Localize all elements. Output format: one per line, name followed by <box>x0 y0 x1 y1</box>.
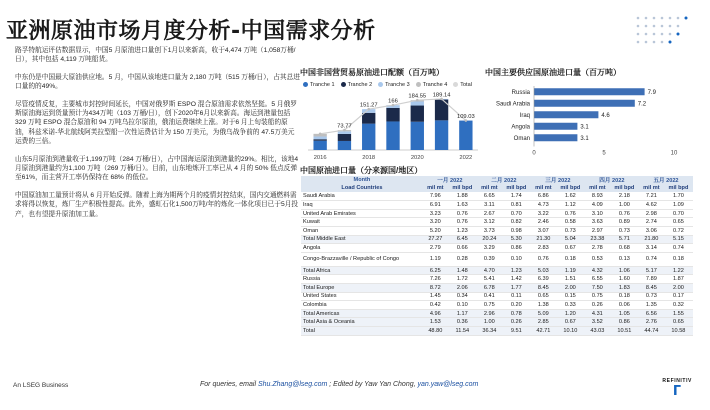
refinitiv-mark-icon: ᒥ <box>672 383 682 398</box>
value-cell: 0.78 <box>502 309 531 318</box>
bar-segment <box>338 141 351 150</box>
value-cell: 0.66 <box>448 244 477 253</box>
value-cell: 1.42 <box>502 275 531 284</box>
footer-contact <box>200 381 478 388</box>
unit-header: mil bpd <box>556 184 585 192</box>
x-tick-label: 2016 <box>313 155 327 161</box>
unit-header: mil mt <box>477 184 502 192</box>
value-cell: 0.74 <box>664 244 693 253</box>
value-cell: 0.70 <box>664 209 693 218</box>
value-cell: 4.70 <box>477 266 502 275</box>
value-cell: 0.26 <box>502 318 531 327</box>
value-cell: 0.33 <box>556 301 585 310</box>
commentary-paragraph: 路孚特航运评估数据显示，中国5 月原油进口量创下1月以来新高，收于4,474 万吨（1,058万桶/日），其中包括 4,119 万吨船货。 <box>15 47 296 64</box>
value-cell: 4.73 <box>531 201 556 210</box>
value-cell: 1.09 <box>664 201 693 210</box>
page-title: 亚洲原油市场月度分析-中国需求分析 <box>6 19 376 44</box>
unit-header-row <box>301 184 693 192</box>
value-label: 4.6 <box>601 112 610 119</box>
value-cell: 2.00 <box>556 283 585 292</box>
value-cell: 1.72 <box>448 275 477 284</box>
value-cell: 5.09 <box>531 309 556 318</box>
quota-chart <box>300 88 480 163</box>
value-cell: 0.81 <box>502 201 531 210</box>
value-cell: 7.21 <box>639 192 664 201</box>
commentary-paragraph: 山东5月原油到港量收于1,199万吨（284 万桶/日），占中国海运原油到港量的29%。相比，该地4月原油到港量约为1,100 万吨（269 万桶/日）。目前，山东地炼开工率已从 4 月的 50% 低点反弹至61%，而主营开工率仍保持在 68% 的低位。 <box>15 155 299 182</box>
value-cell: 2.85 <box>531 318 556 327</box>
value-cell: 9.51 <box>502 327 531 336</box>
value-cell: 0.34 <box>448 292 477 301</box>
value-cell: 4.32 <box>585 266 610 275</box>
country-cell: Total Africa <box>301 266 423 275</box>
unit-header: mil bpd <box>610 184 639 192</box>
bar <box>534 88 645 95</box>
decorative-dot-grid <box>632 12 692 52</box>
x-tick-label: 0 <box>532 150 536 157</box>
value-cell: 36.34 <box>477 327 502 336</box>
table-row <box>301 292 693 301</box>
value-cell: 2.79 <box>423 244 448 253</box>
country-cell: Russia <box>301 275 423 284</box>
bar <box>534 134 577 141</box>
value-cell: 3.29 <box>477 244 502 253</box>
total-data-label: 166 <box>388 98 398 105</box>
value-cell: 0.17 <box>664 292 693 301</box>
value-label: 7.2 <box>637 101 647 108</box>
value-cell: 8.45 <box>639 283 664 292</box>
table-row <box>301 192 693 201</box>
country-cell: Saudi Arabia <box>301 192 423 201</box>
unit-header: mil mt <box>639 184 664 192</box>
value-cell: 27.27 <box>423 235 448 244</box>
value-cell: 0.41 <box>477 292 502 301</box>
brand-logo <box>662 378 692 397</box>
value-cell: 0.98 <box>502 226 531 235</box>
value-cell: 1.35 <box>639 301 664 310</box>
bar <box>534 111 598 118</box>
value-cell: 0.74 <box>639 252 664 266</box>
month-col-header: 二月 2022 <box>477 176 531 184</box>
value-cell: 0.76 <box>448 218 477 227</box>
table-row <box>301 235 693 244</box>
bar-segment <box>338 134 351 141</box>
value-cell: 1.06 <box>610 266 639 275</box>
value-cell: 2.46 <box>531 218 556 227</box>
value-cell: 0.70 <box>502 209 531 218</box>
commentary <box>15 46 300 227</box>
value-cell: 4.31 <box>585 309 610 318</box>
value-cell: 1.23 <box>448 226 477 235</box>
bar <box>534 123 577 130</box>
value-label: 7.9 <box>647 89 656 96</box>
value-cell: 0.72 <box>664 226 693 235</box>
total-data-label: 151.27 <box>359 102 378 109</box>
value-cell: 0.10 <box>448 301 477 310</box>
value-cell: 0.86 <box>610 318 639 327</box>
value-cell: 1.00 <box>610 201 639 210</box>
value-cell: 3.14 <box>639 244 664 253</box>
value-cell: 20.24 <box>477 235 502 244</box>
value-label: 3.1 <box>580 135 589 142</box>
value-cell: 5.03 <box>531 266 556 275</box>
value-cell: 1.22 <box>664 266 693 275</box>
value-cell: 4.09 <box>585 201 610 210</box>
footer-company: An LSEG Business <box>13 382 69 389</box>
value-cell: 5.41 <box>477 275 502 284</box>
bar-segment <box>459 121 472 150</box>
category-label: Iraq <box>519 112 530 119</box>
total-data-label: 184.55 <box>408 93 427 100</box>
value-cell: 0.13 <box>610 252 639 266</box>
value-cell: 5.30 <box>502 235 531 244</box>
value-cell: 0.89 <box>610 218 639 227</box>
bar-segment <box>362 113 375 124</box>
table-row <box>301 275 693 284</box>
bar-segment <box>386 108 399 122</box>
load-countries-header: Load Countries <box>301 184 423 192</box>
commentary-paragraph: 尽管疫情反复，主要城市封控时间延长，中国对俄罗斯 ESPO 混合原油需求依然坚挺。5 月俄罗斯原油海运到货量预计为434万吨（103 万桶/日），创下2020年6月以来新高。海运到港量包括 329 万吨 ESPO 混合原油和 94 万吨乌拉尔原油，俄油运费继续上涨。对于6 月上旬装船的原油，科兹米诺-华北航线阿芙拉型船一次性运费估计为 150 万美元，为俄乌战争前的 47.5万美元运费的三倍。 <box>15 100 297 146</box>
value-cell: 5.04 <box>556 235 585 244</box>
value-cell: 1.05 <box>610 309 639 318</box>
country-cell: Congo-Brazzaville / Republic of Congo <box>301 252 423 266</box>
legend-label: Tranche 2 <box>347 82 373 88</box>
table-row <box>301 283 693 292</box>
value-cell: 0.26 <box>585 301 610 310</box>
value-cell: 0.11 <box>502 292 531 301</box>
value-cell: 1.70 <box>664 192 693 201</box>
value-cell: 0.42 <box>423 301 448 310</box>
value-cell: 6.91 <box>423 201 448 210</box>
unit-header: mil mt <box>423 184 448 192</box>
value-cell: 0.67 <box>556 244 585 253</box>
country-cell: Total Europe <box>301 283 423 292</box>
value-cell: 3.11 <box>477 201 502 210</box>
value-cell: 1.17 <box>448 309 477 318</box>
value-cell: 10.58 <box>664 327 693 336</box>
value-cell: 43.03 <box>585 327 610 336</box>
value-cell: 5.15 <box>664 235 693 244</box>
value-cell: 0.65 <box>531 292 556 301</box>
value-cell: 2.18 <box>610 192 639 201</box>
brand-name: REFINITIV <box>662 378 692 384</box>
value-cell: 1.45 <box>423 292 448 301</box>
value-cell: 10.10 <box>556 327 585 336</box>
value-cell: 2.98 <box>639 209 664 218</box>
month-col-header: 四月 2022 <box>585 176 639 184</box>
value-cell: 1.19 <box>556 266 585 275</box>
value-cell: 4.96 <box>423 309 448 318</box>
x-tick-label: 10 <box>670 150 678 157</box>
month-col-header: 三月 2022 <box>531 176 585 184</box>
value-cell: 23.38 <box>585 235 610 244</box>
value-cell: 0.15 <box>556 292 585 301</box>
value-cell: 1.38 <box>531 301 556 310</box>
bar-segment <box>411 101 424 105</box>
value-cell: 5.20 <box>423 226 448 235</box>
value-cell: 21.80 <box>639 235 664 244</box>
value-cell: 48.80 <box>423 327 448 336</box>
value-cell: 3.52 <box>585 318 610 327</box>
value-cell: 0.32 <box>664 301 693 310</box>
legend-label: Tranche 4 <box>422 82 448 88</box>
month-col-header: 五月 2022 <box>639 176 693 184</box>
x-tick-label: 2020 <box>410 155 424 161</box>
footer-editor-label: ; Edited by Yaw Yan Chong, <box>327 381 418 388</box>
value-cell: 7.50 <box>585 283 610 292</box>
x-tick-label: 2022 <box>459 155 473 161</box>
value-cell: 0.53 <box>585 252 610 266</box>
bar-segment <box>338 131 351 134</box>
value-cell: 5.71 <box>610 235 639 244</box>
table-row <box>301 318 693 327</box>
value-cell: 3.23 <box>423 209 448 218</box>
value-cell: 0.10 <box>502 252 531 266</box>
value-cell: 42.71 <box>531 327 556 336</box>
month-col-header: 一月 2022 <box>423 176 477 184</box>
country-cell: Total <box>301 327 423 336</box>
country-cell: Angola <box>301 244 423 253</box>
value-cell: 1.23 <box>502 266 531 275</box>
value-cell: 3.07 <box>531 226 556 235</box>
value-cell: 3.20 <box>423 218 448 227</box>
table-row <box>301 266 693 275</box>
value-cell: 0.86 <box>502 244 531 253</box>
value-cell: 3.10 <box>585 209 610 218</box>
category-label: Saudi Arabia <box>495 101 530 108</box>
value-cell: 7.26 <box>423 275 448 284</box>
value-cell: 1.88 <box>448 192 477 201</box>
table-row <box>301 244 693 253</box>
value-cell: 0.76 <box>448 209 477 218</box>
footer-query-label: For queries, email <box>200 381 258 388</box>
value-cell: 0.20 <box>502 301 531 310</box>
unit-header: mil mt <box>585 184 610 192</box>
value-cell: 3.73 <box>477 226 502 235</box>
table-row <box>301 301 693 310</box>
value-cell: 0.06 <box>610 301 639 310</box>
unit-header: mil bpd <box>448 184 477 192</box>
value-cell: 2.74 <box>639 218 664 227</box>
supplier-chart-title: 中国主要供应国原油进口量（百万吨） <box>485 68 621 77</box>
category-label: Angola <box>511 124 530 131</box>
country-cell: Total Asia & Oceania <box>301 318 423 327</box>
imports-table-title: 中国原油进口量（分来源国/地区） <box>300 166 423 175</box>
value-cell: 8.45 <box>531 283 556 292</box>
country-cell: Total Middle East <box>301 235 423 244</box>
table-row <box>301 309 693 318</box>
country-cell: Oman <box>301 226 423 235</box>
value-cell: 0.73 <box>639 292 664 301</box>
legend-label: Tranche 3 <box>385 82 410 88</box>
value-cell: 1.62 <box>556 192 585 201</box>
table-row <box>301 327 693 336</box>
country-cell: Iraq <box>301 201 423 210</box>
total-data-label: 73.77 <box>337 123 352 130</box>
value-cell: 0.68 <box>610 244 639 253</box>
value-cell: 1.63 <box>448 201 477 210</box>
value-cell: 44.74 <box>639 327 664 336</box>
country-cell: Kuwait <box>301 218 423 227</box>
value-cell: 3.06 <box>639 226 664 235</box>
value-cell: 6.25 <box>423 266 448 275</box>
unit-header: mil mt <box>531 184 556 192</box>
value-label: 3.1 <box>580 124 589 131</box>
value-cell: 6.45 <box>448 235 477 244</box>
bar-segment <box>313 137 326 140</box>
value-cell: 21.30 <box>531 235 556 244</box>
value-cell: 6.56 <box>639 309 664 318</box>
value-cell: 0.73 <box>610 226 639 235</box>
value-cell: 1.60 <box>610 275 639 284</box>
value-cell: 0.76 <box>610 209 639 218</box>
legend-label: Total <box>460 82 472 88</box>
value-cell: 2.06 <box>448 283 477 292</box>
value-cell: 1.87 <box>664 275 693 284</box>
value-cell: 0.28 <box>448 252 477 266</box>
value-cell: 0.76 <box>531 252 556 266</box>
value-cell: 2.78 <box>585 244 610 253</box>
x-tick-label: 5 <box>602 150 606 157</box>
value-cell: 0.18 <box>664 252 693 266</box>
value-cell: 1.53 <box>423 318 448 327</box>
value-cell: 3.22 <box>531 209 556 218</box>
value-cell: 0.39 <box>477 252 502 266</box>
value-cell: 0.18 <box>556 252 585 266</box>
value-cell: 6.55 <box>585 275 610 284</box>
value-cell: 2.00 <box>664 283 693 292</box>
value-cell: 0.65 <box>664 318 693 327</box>
country-cell: United States <box>301 292 423 301</box>
table-row <box>301 218 693 227</box>
value-cell: 1.48 <box>448 266 477 275</box>
country-cell: Total Americas <box>301 309 423 318</box>
bar-segment <box>435 120 448 150</box>
value-cell: 1.74 <box>502 192 531 201</box>
unit-header: mil bpd <box>502 184 531 192</box>
value-cell: 0.75 <box>477 301 502 310</box>
total-data-label: 189.14 <box>432 92 451 99</box>
value-cell: 0.58 <box>556 218 585 227</box>
value-cell: 0.36 <box>448 318 477 327</box>
commentary-paragraph: 中东仍是中国最大原油供应地。5 月，中国从该地进口量为 2,180 万吨（515 万桶/日），占其总进口量的的49%。 <box>15 73 300 91</box>
total-data-label: 109.03 <box>456 114 475 121</box>
value-cell: 11.54 <box>448 327 477 336</box>
value-cell: 4.62 <box>639 201 664 210</box>
value-cell: 1.12 <box>556 201 585 210</box>
commentary-paragraph: 中国原油加工量预计将从 6 月开始反弹。随着上海为期两个月的疫情封控结束，国内交通燃料需求将得以恢复，炼厂生产积极性提高。此外，盛虹石化1,500万吨/年的炼化一体化项目已于5月投产，也有望提升原油加工量。 <box>15 191 299 218</box>
value-cell: 1.55 <box>664 309 693 318</box>
value-cell: 6.39 <box>531 275 556 284</box>
category-label: Oman <box>513 135 530 142</box>
value-cell: 0.18 <box>610 292 639 301</box>
email-link-primary[interactable]: Shu.Zhang@lseg.com <box>257 381 328 388</box>
value-cell: 0.67 <box>556 318 585 327</box>
category-label: Russia <box>511 89 530 96</box>
value-cell: 2.67 <box>477 209 502 218</box>
email-link-editor[interactable]: yan.yaw@lseg.com <box>417 381 479 388</box>
value-cell: 7.89 <box>639 275 664 284</box>
value-cell: 1.00 <box>477 318 502 327</box>
value-cell: 2.76 <box>639 318 664 327</box>
value-cell: 7.96 <box>423 192 448 201</box>
value-cell: 1.19 <box>423 252 448 266</box>
value-cell: 6.86 <box>531 192 556 201</box>
x-tick-label: 2018 <box>362 155 376 161</box>
bar-segment <box>411 122 424 150</box>
value-cell: 3.63 <box>585 218 610 227</box>
value-cell: 0.65 <box>664 218 693 227</box>
quota-chart-title: 中国非国营贸易原油进口配额（百万吨） <box>300 68 444 77</box>
value-cell: 1.20 <box>556 309 585 318</box>
imports-table <box>301 176 693 336</box>
value-cell: 5.17 <box>639 266 664 275</box>
value-cell: 10.51 <box>610 327 639 336</box>
value-cell: 0.73 <box>556 226 585 235</box>
bar-segment <box>362 124 375 150</box>
value-cell: 1.83 <box>610 283 639 292</box>
bar-segment <box>411 106 424 122</box>
value-cell: 0.76 <box>556 209 585 218</box>
value-cell: 6.78 <box>477 283 502 292</box>
value-cell: 2.96 <box>477 309 502 318</box>
table-row <box>301 252 693 266</box>
bar <box>534 100 635 107</box>
bar-segment <box>313 139 326 140</box>
value-cell: 1.77 <box>502 283 531 292</box>
country-cell: Colombia <box>301 301 423 310</box>
total-point <box>319 133 322 136</box>
table-row <box>301 226 693 235</box>
unit-header: mil bpd <box>664 184 693 192</box>
value-cell: 2.83 <box>531 244 556 253</box>
value-cell: 6.65 <box>477 192 502 201</box>
table-row <box>301 201 693 210</box>
value-cell: 0.82 <box>502 218 531 227</box>
month-header-row <box>301 176 693 184</box>
value-cell: 0.75 <box>585 292 610 301</box>
value-cell: 3.12 <box>477 218 502 227</box>
value-cell: 2.97 <box>585 226 610 235</box>
value-cell: 8.72 <box>423 283 448 292</box>
country-cell: United Arab Emirates <box>301 209 423 218</box>
bar-segment <box>313 141 326 150</box>
month-header: Month <box>301 176 423 184</box>
supplier-chart <box>484 82 689 162</box>
bar-segment <box>386 121 399 150</box>
legend-label: Tranche 1 <box>310 82 335 88</box>
value-cell: 1.51 <box>556 275 585 284</box>
value-cell: 8.93 <box>585 192 610 201</box>
table-row <box>301 209 693 218</box>
